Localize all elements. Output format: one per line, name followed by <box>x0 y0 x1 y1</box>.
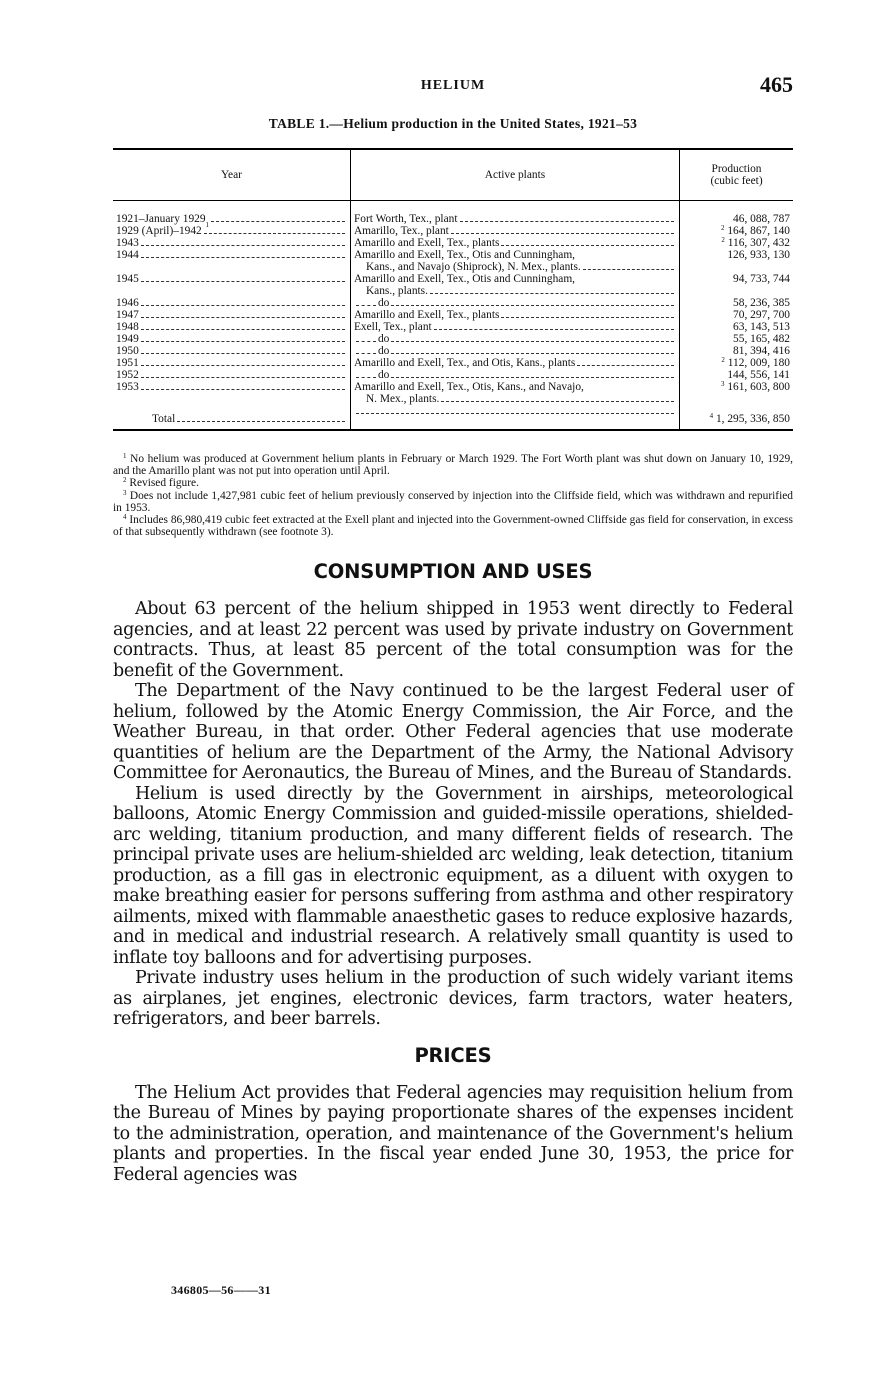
leader-dots <box>391 377 674 378</box>
table-body <box>113 201 793 431</box>
footnote-ref: 2 <box>721 356 725 364</box>
year-label: 1953 <box>116 381 139 393</box>
footnote-mark: 4 <box>123 513 127 522</box>
footnote-text: Does not include 1,427,981 cubic feet of helium previously conserved by injection into the Cliffside field, which was withdrawn and repurified in 1953. <box>113 489 793 514</box>
year-label: 1945 <box>116 273 139 285</box>
plants-cell <box>350 357 679 369</box>
table-row <box>113 201 793 226</box>
plants-cell <box>350 345 679 357</box>
plants-cell <box>350 237 679 249</box>
year-label: 1943 <box>116 237 139 249</box>
year-entry <box>116 381 347 393</box>
leader-dots <box>356 353 376 354</box>
year-label: 1929 (April)–1942 <box>116 225 202 237</box>
table-row <box>113 333 793 345</box>
year-cell <box>113 201 350 229</box>
leader-dots <box>211 221 345 222</box>
leader-dots <box>391 341 674 342</box>
plants-line <box>354 345 676 357</box>
running-head <box>113 72 793 102</box>
year-entry <box>116 309 347 321</box>
year-entry <box>116 369 347 381</box>
leader-dots <box>577 365 674 366</box>
table-row <box>113 357 793 369</box>
year-cell <box>113 345 350 357</box>
total-plants-leader <box>354 413 676 417</box>
footnote-text: Includes 86,980,419 cubic feet extracted at the Exell plant and injected into the Government-owned Cliffside gas field for conservation, in excess of that subsequently withdrawn (see footnote 3). <box>113 514 793 539</box>
table-row <box>113 345 793 357</box>
year-entry <box>116 225 347 237</box>
plants-cell <box>350 381 679 405</box>
plants-line <box>354 285 676 297</box>
year-cell <box>113 357 350 369</box>
production-cell <box>680 297 793 309</box>
leader-dots <box>356 305 376 306</box>
leader-dots <box>451 233 674 234</box>
year-entry: 1921–January 1929 1 <box>116 213 347 225</box>
plants-text: Amarillo, Tex., plant <box>353 225 449 237</box>
page-number: 465 <box>760 72 793 97</box>
table-row <box>113 297 793 309</box>
leader-dots <box>356 413 674 414</box>
production-value: 164, 867, 140 <box>727 225 790 237</box>
leader-dots <box>141 281 345 282</box>
plants-line <box>354 297 676 309</box>
year-entry <box>116 249 347 261</box>
plants-text: Kans., and Navajo (Shiprock), N. Mex., plants. <box>365 261 581 273</box>
production-value: 116, 307, 432 <box>727 237 790 249</box>
consumption-section <box>113 599 793 1030</box>
plants-text: Amarillo and Exell, Tex., Otis and Cunningham, <box>353 249 576 261</box>
year-cell <box>113 237 350 249</box>
prices-section <box>113 1083 793 1186</box>
year-entry <box>116 297 347 309</box>
production-value: 126, 933, 130 <box>727 249 790 261</box>
year-label: 1948 <box>116 321 139 333</box>
plants-text: Amarillo and Exell, Tex., Otis, Kans., and Navajo, <box>353 381 584 393</box>
table-title: TABLE 1.—Helium production in the United States, 1921–53 <box>268 116 638 131</box>
leader-dots <box>434 329 674 330</box>
leader-dots <box>501 245 674 246</box>
table-row <box>113 273 793 297</box>
leader-dots <box>141 317 345 318</box>
production-value: 81, 394, 416 <box>733 345 790 357</box>
leader-dots <box>141 305 345 306</box>
total-entry <box>116 413 347 425</box>
year-entry <box>116 273 347 285</box>
leader-dots <box>441 401 674 402</box>
section-heading-prices: PRICES <box>414 1043 492 1067</box>
production-value: 63, 143, 513 <box>733 321 790 333</box>
footnotes <box>113 453 793 538</box>
year-entry <box>116 237 347 249</box>
table-row <box>113 225 793 237</box>
paragraph: About 63 percent of the helium shipped in 1953 went directly to Federal agencies, and at least 22 percent was used by private industry on Government contracts. Thus, at least 85 percent of the total consumption was for the benefit of the Government. <box>113 599 793 681</box>
leader-dots <box>141 257 345 258</box>
footnote <box>113 490 793 514</box>
year-label: 1952 <box>116 369 139 381</box>
year-label: 1949 <box>116 333 139 345</box>
plants-text: do <box>377 297 390 309</box>
footnote-ref: 2 <box>721 236 725 244</box>
plants-line <box>354 333 676 345</box>
leader-dots <box>391 353 674 354</box>
plants-cell <box>350 201 679 226</box>
column-header-year: Year <box>113 149 350 201</box>
production-cell <box>680 381 793 405</box>
leader-dots <box>141 377 345 378</box>
year-cell <box>113 273 350 297</box>
footnote-ref: 4 <box>709 412 714 420</box>
footnote-mark: 1 <box>123 452 127 460</box>
plants-cell <box>350 333 679 345</box>
running-title: HELIUM <box>420 78 486 93</box>
table-row <box>113 381 793 405</box>
production-table <box>113 148 793 431</box>
plants-text: Amarillo and Exell, Tex., and Otis, Kans., plants <box>353 357 576 369</box>
paragraph: Private industry uses helium in the production of such widely variant items as airplanes, jet engines, electronic devices, farm tractors, water heaters, refrigerators, and beer barrels. <box>113 968 793 1030</box>
plants-text: do <box>377 333 390 345</box>
production-cell <box>680 273 793 297</box>
plants-line <box>354 249 676 261</box>
plants-line <box>354 237 676 249</box>
total-label-cell <box>113 405 350 430</box>
production-value: 70, 297, 700 <box>733 309 790 321</box>
plants-text: Kans., plants. <box>365 285 428 297</box>
year-cell <box>113 225 350 237</box>
production-value: 46, 088, 787 <box>733 213 790 225</box>
folio: 346805—56——31 <box>171 1283 271 1297</box>
production-value: 58, 236, 385 <box>733 297 790 309</box>
total-plants-cell <box>350 405 679 430</box>
column-header-plants: Active plants <box>350 149 679 201</box>
plants-line <box>354 213 676 225</box>
production-header-line1: Production <box>711 163 762 175</box>
production-cell <box>680 249 793 273</box>
table-row <box>113 369 793 381</box>
plants-cell <box>350 249 679 273</box>
production-cell <box>680 237 793 249</box>
plants-text: do <box>377 345 390 357</box>
total-production-value: 1, 295, 336, 850 <box>715 413 790 425</box>
section-heading-consumption: CONSUMPTION AND USES <box>313 560 593 584</box>
year-label: 1946 <box>116 297 139 309</box>
plants-line <box>354 261 676 273</box>
year-cell <box>113 333 350 345</box>
plants-cell <box>350 225 679 237</box>
year-label: 1951 <box>116 357 139 369</box>
production-cell <box>680 333 793 345</box>
production-value: 55, 165, 482 <box>733 333 790 345</box>
plants-cell <box>350 321 679 333</box>
year-cell <box>113 381 350 405</box>
leader-dots <box>356 341 376 342</box>
plants-cell <box>350 273 679 297</box>
total-production-cell <box>680 405 793 430</box>
year-entry <box>116 321 347 333</box>
plants-text: Exell, Tex., plant <box>353 321 432 333</box>
year-cell <box>113 369 350 381</box>
table-row <box>113 249 793 273</box>
footnote-text: Revised figure. <box>129 477 199 490</box>
production-cell <box>680 201 793 226</box>
production-cell <box>680 309 793 321</box>
plants-text: Fort Worth, Tex., plant <box>353 213 458 225</box>
plants-cell <box>350 369 679 381</box>
footnote <box>113 514 793 538</box>
footnote <box>113 477 793 489</box>
plants-text: Amarillo and Exell, Tex., Otis and Cunningham, <box>353 273 576 285</box>
footnote-ref: 3 <box>720 380 725 388</box>
leader-dots <box>141 365 345 366</box>
paragraph: The Department of the Navy continued to be the largest Federal user of helium, followed by the Atomic Energy Commission, the Air Force, and the Weather Bureau, in that order. Other Federal agencies that use moderate quantities of helium are the Department of the Army, the National Advisory Committee for Aeronautics, the Bureau of Mines, and the Bureau of Standards. <box>113 681 793 784</box>
footnote-mark: 2 <box>123 476 127 485</box>
production-cell <box>680 345 793 357</box>
footnote-ref: 2 <box>720 224 725 232</box>
leader-dots <box>141 245 345 246</box>
plants-text: Amarillo and Exell, Tex., plants <box>353 309 500 321</box>
leader-dots <box>356 377 376 378</box>
year-entry <box>116 357 347 369</box>
year-cell <box>113 321 350 333</box>
plants-cell <box>350 297 679 309</box>
table-row <box>113 237 793 249</box>
column-header-production <box>680 149 793 201</box>
year-label: 1950 <box>116 345 139 357</box>
plants-line <box>354 381 676 393</box>
year-cell <box>113 249 350 273</box>
table-row <box>113 309 793 321</box>
leader-dots <box>177 421 345 422</box>
plants-line <box>354 225 676 237</box>
plants-line <box>354 321 676 333</box>
production-value: 161, 603, 800 <box>727 381 790 393</box>
year-label: 1921–January 1929 <box>116 213 206 225</box>
production-value: 94, 733, 744 <box>733 273 790 285</box>
leader-dots <box>141 341 345 342</box>
year-label: 1944 <box>116 249 139 261</box>
production-value: 144, 556, 141 <box>727 369 790 381</box>
plants-line <box>354 393 676 405</box>
plants-text: do <box>377 369 390 381</box>
production-value: 112, 009, 180 <box>727 357 790 369</box>
leader-dots <box>204 233 345 234</box>
footnote-mark: 3 <box>123 488 127 497</box>
plants-cell <box>350 309 679 321</box>
leader-dots <box>430 293 674 294</box>
footnote <box>113 453 793 477</box>
leader-dots <box>141 329 345 330</box>
leader-dots <box>391 305 674 306</box>
page <box>113 72 793 1185</box>
paragraph: Helium is used directly by the Government in airships, meteorological balloons, Atomic Energy Commission and guided-missile operations, shielded-arc welding, titanium production, and many different fields of research. The principal private uses are helium-shielded arc welding, leak detection, titanium production, as a fill gas in electronic equipment, as a diluent with oxygen to make breathing easier for persons suffering from asthma and other respiratory ailments, mixed with flammable anaesthetic gases to reduce explosive hazards, and in medical and industrial research. A relatively small quantity is used to inflate toy balloons and for advertising purposes. <box>113 783 793 968</box>
year-entry <box>116 333 347 345</box>
production-cell <box>680 321 793 333</box>
paragraph: The Helium Act provides that Federal agencies may requisition helium from the Bureau of Mines by paying proportionate shares of the expenses incident to the administration, operation, and maintenance of the Government's helium plants and properties. In the fiscal year ended June 30, 1953, the price for Federal agencies was <box>113 1082 793 1185</box>
year-cell <box>113 297 350 309</box>
plants-line <box>354 357 676 369</box>
plants-line <box>354 309 676 321</box>
year-cell <box>113 309 350 321</box>
total-label: Total <box>152 413 176 425</box>
production-header-line2: (cubic feet) <box>710 175 763 187</box>
footnote-text: No helium was produced at Government helium plants in February or March 1929. The Fort Worth plant was shut down on January 10, 1929, and the Amarillo plant was not put into operation until April. <box>113 453 793 478</box>
production-cell <box>680 225 793 237</box>
leader-dots <box>141 353 345 354</box>
year-entry <box>116 345 347 357</box>
production-cell <box>680 369 793 381</box>
plants-text: Amarillo and Exell, Tex., plants <box>353 237 500 249</box>
plants-line <box>354 273 676 285</box>
plants-text: N. Mex., plants. <box>365 393 440 405</box>
plants-line <box>354 369 676 381</box>
production-cell <box>680 357 793 369</box>
year-label: 1947 <box>116 309 139 321</box>
table-row <box>113 321 793 333</box>
leader-dots <box>460 221 675 222</box>
leader-dots <box>141 389 345 390</box>
leader-dots <box>583 269 674 270</box>
leader-dots <box>501 317 674 318</box>
total-row <box>113 405 793 430</box>
